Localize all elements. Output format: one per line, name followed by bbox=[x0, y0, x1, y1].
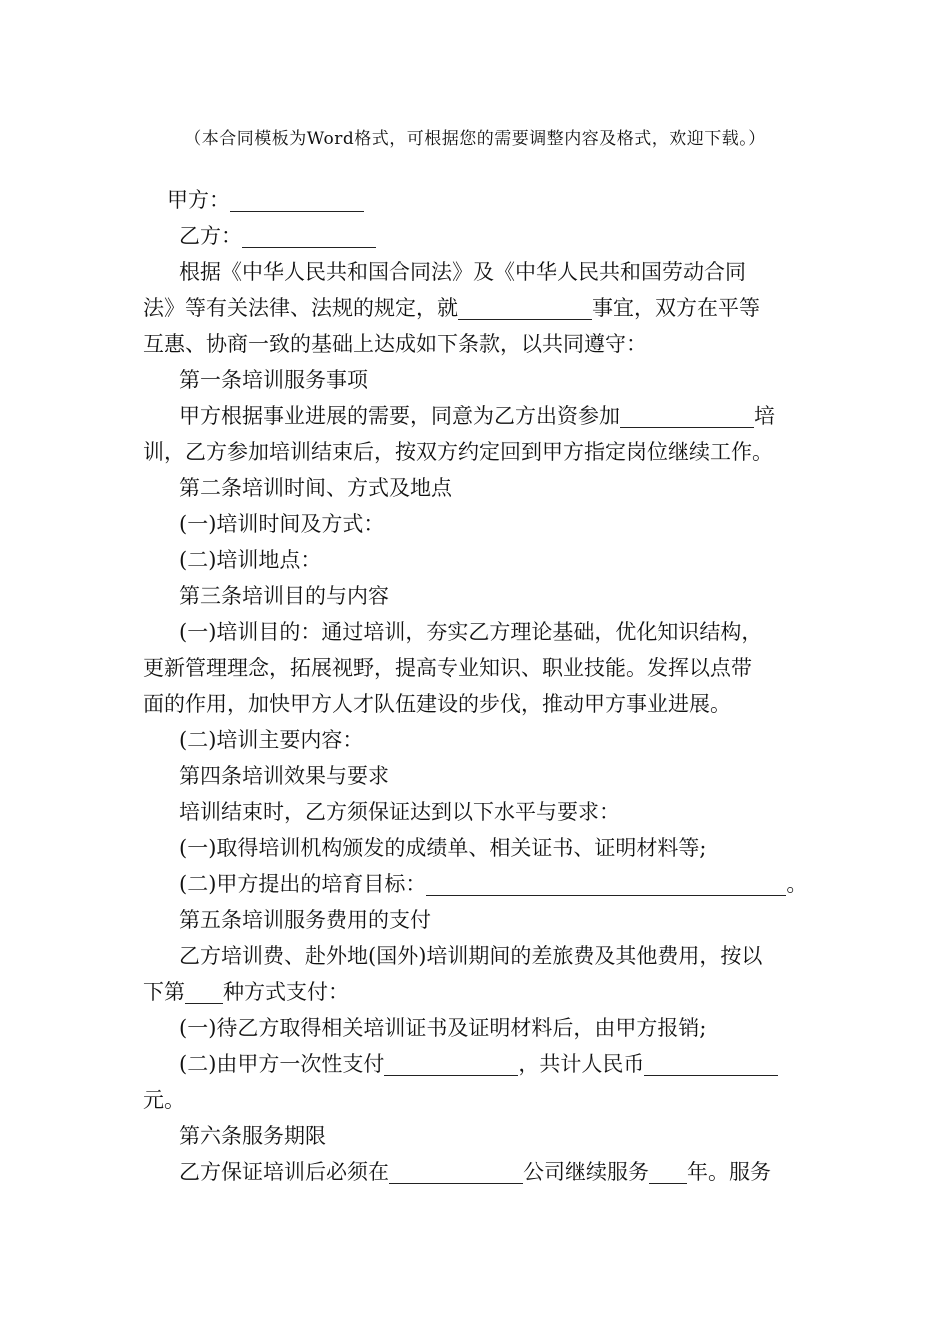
heading-text: 第五条培训服务费用的支付 bbox=[179, 908, 431, 932]
heading-text: 第四条培训效果与要求 bbox=[179, 764, 389, 788]
body-text: 培训结束时，乙方须保证达到以下水平与要求： bbox=[179, 800, 620, 824]
matter-blank bbox=[458, 318, 592, 320]
article-6-line bbox=[143, 1154, 815, 1190]
body-text: 面的作用，加快甲方人才队伍建设的步伐，推动甲方事业进展。 bbox=[143, 692, 731, 716]
body-text: 训，乙方参加培训结束后，按双方约定回到甲方指定岗位继续工作。 bbox=[143, 440, 773, 464]
body-text: (一)待乙方取得相关培训证书及证明材料后，由甲方报销; bbox=[179, 1016, 707, 1040]
party-b-blank bbox=[242, 246, 376, 248]
article-3-line bbox=[143, 614, 815, 650]
article-4-heading bbox=[143, 758, 815, 794]
preamble-line bbox=[143, 254, 815, 290]
article-4-item bbox=[143, 830, 815, 866]
company-blank bbox=[389, 1182, 523, 1184]
preamble-line bbox=[143, 290, 815, 326]
article-3-heading bbox=[143, 578, 815, 614]
body-text: (二)培训主要内容： bbox=[179, 728, 364, 752]
body-text: 甲方根据事业进展的需要，同意为乙方出资参加 bbox=[179, 404, 620, 428]
article-2-item bbox=[143, 542, 815, 578]
body-text: (一)培训目的：通过培训，夯实乙方理论基础，优化知识结构， bbox=[179, 620, 763, 644]
preamble-text: 事宜，双方在平等 bbox=[592, 296, 760, 320]
body-text: 培 bbox=[754, 404, 775, 428]
heading-text: 第一条培训服务事项 bbox=[179, 368, 368, 392]
article-5-item bbox=[143, 1010, 815, 1046]
article-6-heading bbox=[143, 1118, 815, 1154]
party-a-label: 甲方： bbox=[167, 188, 230, 212]
body-text: (二)培训地点： bbox=[179, 548, 322, 572]
article-2-heading bbox=[143, 470, 815, 506]
article-4-line bbox=[143, 794, 815, 830]
preamble-text: 互惠、协商一致的基础上达成如下条款，以共同遵守： bbox=[143, 332, 647, 356]
article-4-item bbox=[143, 866, 815, 902]
article-5-line bbox=[143, 1082, 815, 1118]
article-5-heading bbox=[143, 902, 815, 938]
goal-blank bbox=[426, 894, 786, 896]
body-text: 元。 bbox=[143, 1088, 185, 1112]
body-text: 年。服务 bbox=[687, 1160, 771, 1184]
body-text: 。 bbox=[786, 872, 808, 896]
heading-text: 第三条培训目的与内容 bbox=[179, 584, 389, 608]
party-a-line bbox=[143, 182, 815, 218]
article-3-line bbox=[143, 686, 815, 722]
article-5-line bbox=[143, 938, 815, 974]
party-a-blank bbox=[230, 210, 364, 212]
template-note: （本合同模板为Word格式，可根据您的需要调整内容及格式，欢迎下载。） bbox=[184, 129, 766, 149]
body-text: ，共计人民币 bbox=[518, 1052, 645, 1076]
preamble-text: 法》等有关法律、法规的规定，就 bbox=[143, 296, 458, 320]
party-b-line bbox=[143, 218, 815, 254]
heading-text: 第六条服务期限 bbox=[179, 1124, 326, 1148]
method-number-blank bbox=[185, 1002, 223, 1004]
article-1-line bbox=[143, 434, 815, 470]
body-text: 更新管理理念，拓展视野，提高专业知识、职业技能。发挥以点带 bbox=[143, 656, 752, 680]
body-text: (一)培训时间及方式： bbox=[179, 512, 385, 536]
article-3-line bbox=[143, 650, 815, 686]
payment-blank bbox=[384, 1074, 518, 1076]
preamble-text: 根据《中华人民共和国合同法》及《中华人民共和国劳动合同 bbox=[179, 260, 746, 284]
body-text: (二)甲方提出的培育目标： bbox=[179, 872, 427, 896]
body-text: 下第 bbox=[143, 980, 185, 1004]
years-blank bbox=[649, 1182, 687, 1184]
party-b-label: 乙方： bbox=[179, 224, 242, 248]
body-text: (二)由甲方一次性支付 bbox=[179, 1052, 385, 1076]
body-text: 乙方培训费、赴外地(国外)培训期间的差旅费及其他费用，按以 bbox=[179, 944, 763, 968]
body-text: 乙方保证培训后必须在 bbox=[179, 1160, 389, 1184]
amount-blank bbox=[644, 1074, 778, 1076]
article-1-heading bbox=[143, 362, 815, 398]
body-text: (一)取得培训机构颁发的成绩单、相关证书、证明材料等; bbox=[179, 836, 707, 860]
article-2-item bbox=[143, 506, 815, 542]
article-1-line bbox=[143, 398, 815, 434]
contract-body bbox=[143, 182, 815, 1190]
body-text: 种方式支付： bbox=[223, 980, 349, 1004]
article-5-line bbox=[143, 974, 815, 1010]
heading-text: 第二条培训时间、方式及地点 bbox=[179, 476, 452, 500]
preamble-line bbox=[143, 326, 815, 362]
article-3-item bbox=[143, 722, 815, 758]
article-5-item bbox=[143, 1046, 815, 1082]
body-text: 公司继续服务 bbox=[523, 1160, 649, 1184]
training-name-blank bbox=[620, 426, 754, 428]
